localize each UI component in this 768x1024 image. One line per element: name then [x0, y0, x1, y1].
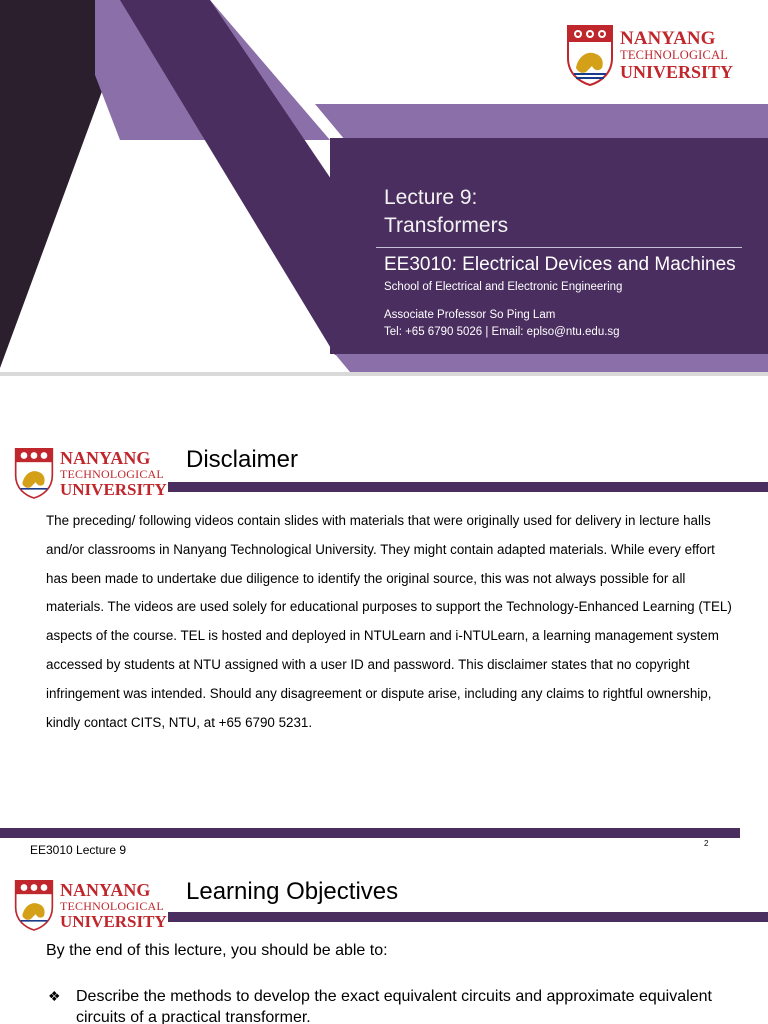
logo-line-1: NANYANG: [620, 28, 716, 50]
bottom-purple-strip: [335, 354, 768, 372]
footer-label: EE3010 Lecture 9: [30, 843, 127, 857]
diamond-bullet-icon: ❖: [48, 988, 61, 1004]
ntu-logo: [566, 24, 733, 86]
logo-line-1: NANYANG: [60, 879, 151, 900]
objective-text: Describe the methods to develop the exact equivalent circuits and approximate equivalent circuits of a practical transformer.: [76, 988, 712, 1024]
disclaimer-text: The preceding/ following videos contain slides with materials that were originally used for delivery in lecture halls and/or classrooms in Nanyang Technological University. They might contain adapted materials. While every effort has been made to undertake due diligence to identify the original source, this was not always possible for all materials. The videos are used solely for educational purposes to support the Technology-Enhanced Learning (TEL) aspects of the course. TEL is hosted and deployed in NTULearn and i-NTULearn, a learning management system accessed by students at NTU assigned with a user ID and password. This disclaimer states that no copyright infringement was intended. Should any disagreement or dispute arise, including any claims to rightful ownership, kindly contact CITS, NTU, at +65 6790 5231.: [46, 513, 732, 730]
disclaimer-slide: [0, 376, 768, 864]
logo-line-3: UNIVERSITY: [60, 911, 167, 931]
title-bar: [168, 912, 768, 922]
lecture-number: Lecture 9:: [384, 186, 478, 209]
slide-title: Learning Objectives: [186, 878, 399, 905]
title-bar: [168, 482, 768, 492]
objectives-intro: By the end of this lecture, you should be able to:: [46, 942, 388, 959]
title-slide: [0, 0, 768, 372]
ntu-crest-icon: [566, 24, 614, 86]
logo-line-2: TECHNOLOGICAL: [60, 898, 164, 913]
logo-line-3: UNIVERSITY: [60, 479, 167, 499]
logo-line-2: TECHNOLOGICAL: [60, 466, 164, 481]
title-rule: [376, 247, 742, 248]
dark-diagonal-band: [0, 0, 108, 368]
objective-item: [48, 986, 748, 1024]
logo-line-3: UNIVERSITY: [620, 61, 734, 82]
contact-info: Tel: +65 6790 5026 | Email: eplso@ntu.edu.sg: [384, 326, 620, 338]
ntu-crest-icon: [14, 878, 54, 932]
lecture-topic: Transformers: [384, 214, 509, 237]
school-name: School of Electrical and Electronic Engineering: [384, 281, 623, 293]
logo-line-2: TECHNOLOGICAL: [620, 48, 729, 63]
professor-name: Associate Professor So Ping Lam: [384, 309, 556, 321]
objectives-slide: [0, 866, 768, 1024]
top-purple-strip: [315, 104, 768, 140]
slide-title: Disclaimer: [186, 446, 299, 473]
page-number: 2: [704, 839, 709, 848]
ntu-logo: [14, 878, 167, 932]
course-title: EE3010: Electrical Devices and Machines: [384, 254, 736, 275]
lecture-heading: [384, 184, 508, 240]
title-panel: [330, 138, 768, 354]
ntu-logo: [14, 446, 167, 500]
ntu-crest-icon: [14, 446, 54, 500]
logo-line-1: NANYANG: [60, 447, 151, 468]
footer-bar: [0, 828, 740, 838]
